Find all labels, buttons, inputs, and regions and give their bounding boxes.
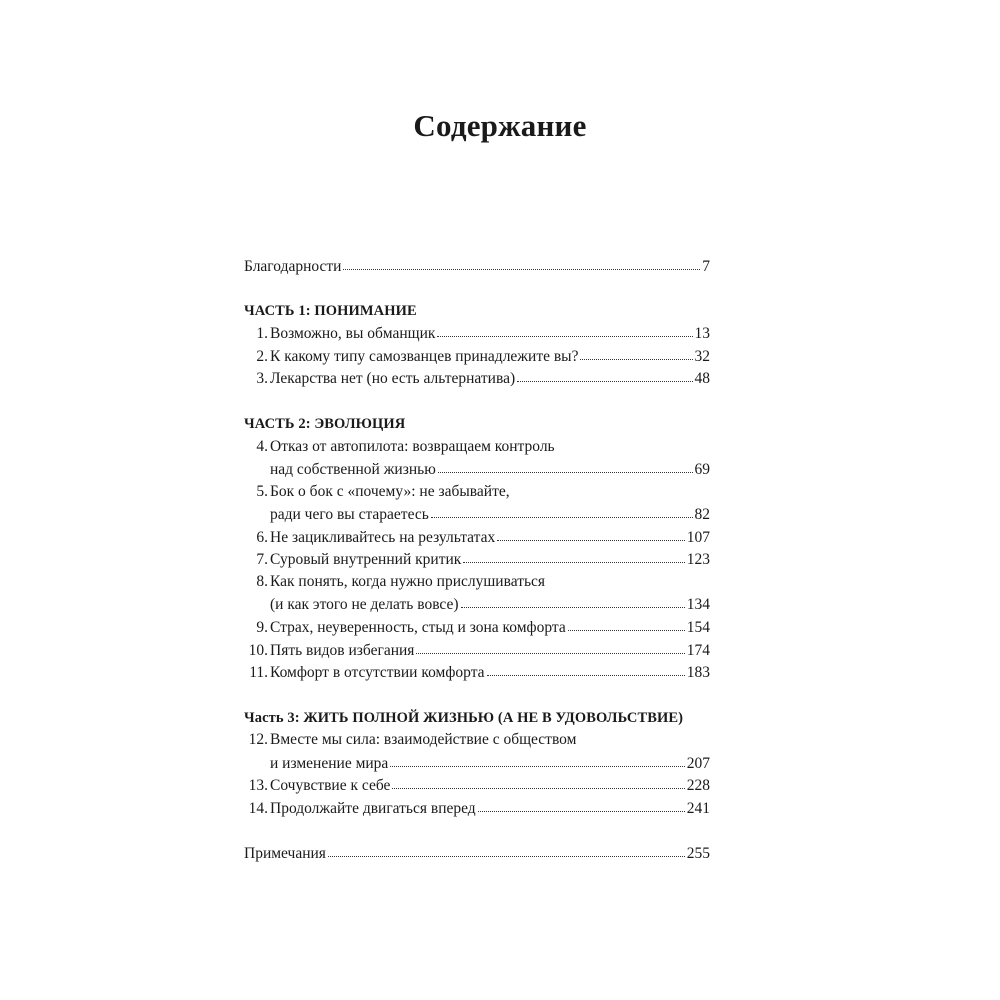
- entry-title: Отказ от автопилота: возвращаем контроль: [270, 437, 555, 455]
- page-number: 7: [702, 257, 710, 275]
- chapter-number: 9.: [256, 619, 268, 636]
- chapter-number: 14.: [248, 799, 268, 817]
- toc-entry-chapter-12-line-2[interactable]: [244, 752, 710, 775]
- page-number: 69: [694, 460, 710, 478]
- page-number: 48: [694, 370, 710, 388]
- page-number: 207: [686, 754, 710, 772]
- chapter-number: 7.: [256, 551, 268, 569]
- toc-entry-chapter-8-line-1[interactable]: [244, 571, 710, 594]
- entry-title: Лекарства нет (но есть альтернатива): [270, 370, 516, 388]
- chapter-number: 6.: [256, 528, 268, 546]
- chapter-number: 11.: [249, 664, 268, 682]
- toc-entry-chapter-2[interactable]: [244, 345, 710, 368]
- page-title: Содержание: [413, 108, 587, 143]
- dot-leader: [517, 368, 692, 384]
- part-header-1: ЧАСТЬ 1: ПОНИМАНИЕ: [244, 303, 417, 320]
- chapter-number: 3.: [256, 370, 268, 388]
- entry-title: Благодарности: [244, 257, 342, 275]
- chapter-number: 13.: [248, 777, 268, 795]
- toc-entry-chapter-14[interactable]: [244, 797, 710, 820]
- entry-title: Пять видов избегания: [270, 641, 415, 659]
- toc-entry-notes[interactable]: [244, 842, 710, 865]
- toc-entry-chapter-13[interactable]: [244, 775, 710, 798]
- toc-entry-chapter-1[interactable]: [244, 323, 710, 346]
- chapter-number: 5.: [256, 482, 268, 500]
- entry-title: Комфорт в отсутствии комфорта: [270, 664, 485, 682]
- chapter-number: 12.: [248, 731, 268, 749]
- dot-leader: [568, 617, 685, 633]
- chapter-number: 4.: [256, 437, 268, 455]
- page-number: 32: [694, 347, 710, 365]
- page-number: 82: [694, 506, 710, 524]
- dot-leader: [497, 526, 685, 542]
- toc-entry-chapter-4-line-2[interactable]: [244, 458, 710, 481]
- dot-leader: [463, 549, 684, 565]
- entry-title: Суровый внутренний критик: [270, 551, 462, 569]
- toc-entry-chapter-11[interactable]: [244, 662, 710, 685]
- dot-leader: [392, 775, 684, 791]
- toc-entry-chapter-9[interactable]: [244, 617, 710, 640]
- entry-title: Страх, неуверенность, стыд и зона комфорта: [270, 619, 566, 636]
- entry-title: Продолжайте двигаться вперед: [270, 799, 476, 817]
- toc-entry-chapter-7[interactable]: [244, 549, 710, 572]
- dot-leader: [487, 662, 685, 678]
- dot-leader: [437, 323, 692, 339]
- dot-leader: [478, 797, 685, 813]
- entry-title: Сочувствие к себе: [270, 777, 391, 795]
- part-header-2: ЧАСТЬ 2: ЭВОЛЮЦИЯ: [244, 416, 406, 433]
- dot-leader: [390, 752, 684, 768]
- toc-entry-chapter-12-line-1[interactable]: [244, 729, 710, 752]
- page-number: 183: [686, 664, 710, 682]
- dot-leader: [580, 345, 692, 361]
- toc-entry-chapter-5-line-2[interactable]: [244, 504, 710, 527]
- entry-title: Вместе мы сила: взаимодействие с обществом: [270, 731, 577, 749]
- toc-entry-chapter-4-line-1[interactable]: [244, 436, 710, 459]
- dot-leader: [328, 842, 685, 858]
- table-of-contents: [244, 255, 710, 865]
- entry-title: Возможно, вы обманщик: [270, 325, 436, 343]
- entry-title: Как понять, когда нужно прислушиваться: [270, 573, 546, 591]
- part-header-3: Часть 3: ЖИТЬ ПОЛНОЙ ЖИЗНЬЮ (А НЕ В УДОВОЛЬСТВИЕ): [244, 709, 684, 726]
- page-number: 241: [686, 799, 710, 817]
- chapter-number: 2.: [256, 347, 268, 365]
- chapter-number: 1.: [256, 325, 268, 343]
- dot-leader: [438, 458, 693, 474]
- entry-title: Не зацикливайтесь на результатах: [270, 528, 496, 546]
- page-number: 174: [686, 641, 710, 659]
- dot-leader: [416, 639, 684, 655]
- page-number: 134: [686, 596, 710, 614]
- dot-leader: [431, 504, 693, 520]
- chapter-number: 10.: [248, 641, 268, 659]
- page-number: 123: [686, 551, 710, 569]
- page-number: 255: [686, 844, 710, 862]
- entry-title: К какому типу самозванцев принадлежите вы?: [270, 347, 579, 365]
- entry-title: Примечания: [244, 844, 326, 862]
- toc-entry-chapter-3[interactable]: [244, 368, 710, 391]
- toc-entry-chapter-5-line-1[interactable]: [244, 481, 710, 504]
- toc-entry-acknowledgements[interactable]: [244, 255, 710, 278]
- dot-leader: [343, 255, 700, 271]
- chapter-number: 8.: [256, 573, 268, 591]
- page-number: 154: [686, 619, 710, 636]
- toc-entry-chapter-10[interactable]: [244, 639, 710, 662]
- toc-entry-chapter-8-line-2[interactable]: [244, 594, 710, 617]
- dot-leader: [461, 594, 685, 610]
- entry-title: Бок о бок с «почему»: не забывайте,: [270, 482, 510, 500]
- page-number: 13: [694, 325, 710, 343]
- entry-title-continued: ради чего вы стараетесь: [270, 506, 429, 524]
- page-number: 228: [686, 777, 710, 795]
- toc-entry-chapter-6[interactable]: [244, 526, 710, 549]
- entry-title-continued: и изменение мира: [270, 754, 389, 772]
- entry-title-continued: (и как этого не делать вовсе): [270, 596, 459, 614]
- page-number: 107: [686, 528, 710, 546]
- entry-title-continued: над собственной жизнью: [270, 460, 436, 478]
